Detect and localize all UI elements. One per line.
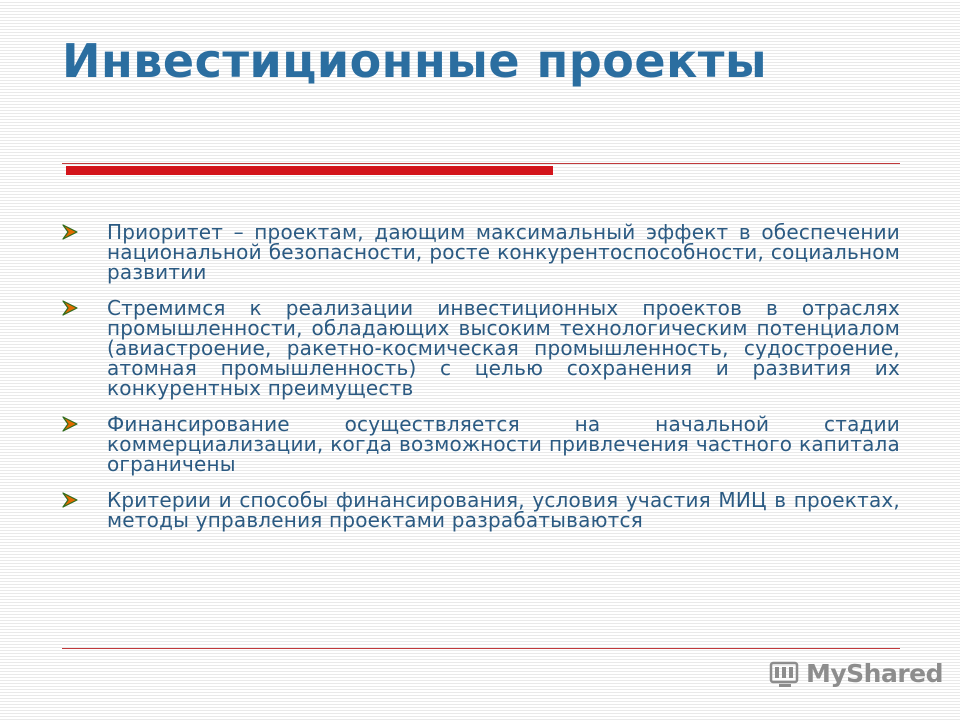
title-divider-line (62, 163, 900, 164)
bullet-text: Приоритет – проектам, дающим максимальный эффект в обеспечении национальной безопасности, росте конкурентоспособности, социальном развитии (107, 220, 900, 284)
bullet-text: Критерии и способы финансирования, условия участия МИЦ в проектах, методы управления проектами разрабатываются (107, 488, 900, 532)
title-accent-bar (66, 166, 553, 175)
bullet-list (62, 222, 900, 546)
arrow-bullet-icon (62, 416, 78, 432)
bullet-item (62, 298, 900, 398)
arrow-bullet-icon (62, 300, 78, 316)
bullet-text: Стремимся к реализации инвестиционных проектов в отраслях промышленности, обладающих высоким технологическим потенциалом (авиастроение, ракетно-космическая промышленность, судостроение, атомная промышленность) с целью сохранения и развития их конкурентных преимуществ (107, 296, 900, 400)
arrow-bullet-icon (62, 492, 78, 508)
arrow-bullet-icon (62, 224, 78, 240)
bullet-item (62, 222, 900, 282)
bottom-divider-line (62, 648, 900, 649)
bullet-text: Финансирование осуществляется на начальной стадии коммерциализации, когда возможности привлечения частного капитала ограничены (107, 412, 900, 476)
watermark-brand[interactable] (768, 656, 943, 690)
watermark-text: MyShared (806, 658, 944, 688)
slide-title: Инвестиционные проекты (62, 34, 768, 88)
bullet-item (62, 414, 900, 474)
bullet-item (62, 490, 900, 530)
myshared-logo-icon (768, 656, 802, 690)
